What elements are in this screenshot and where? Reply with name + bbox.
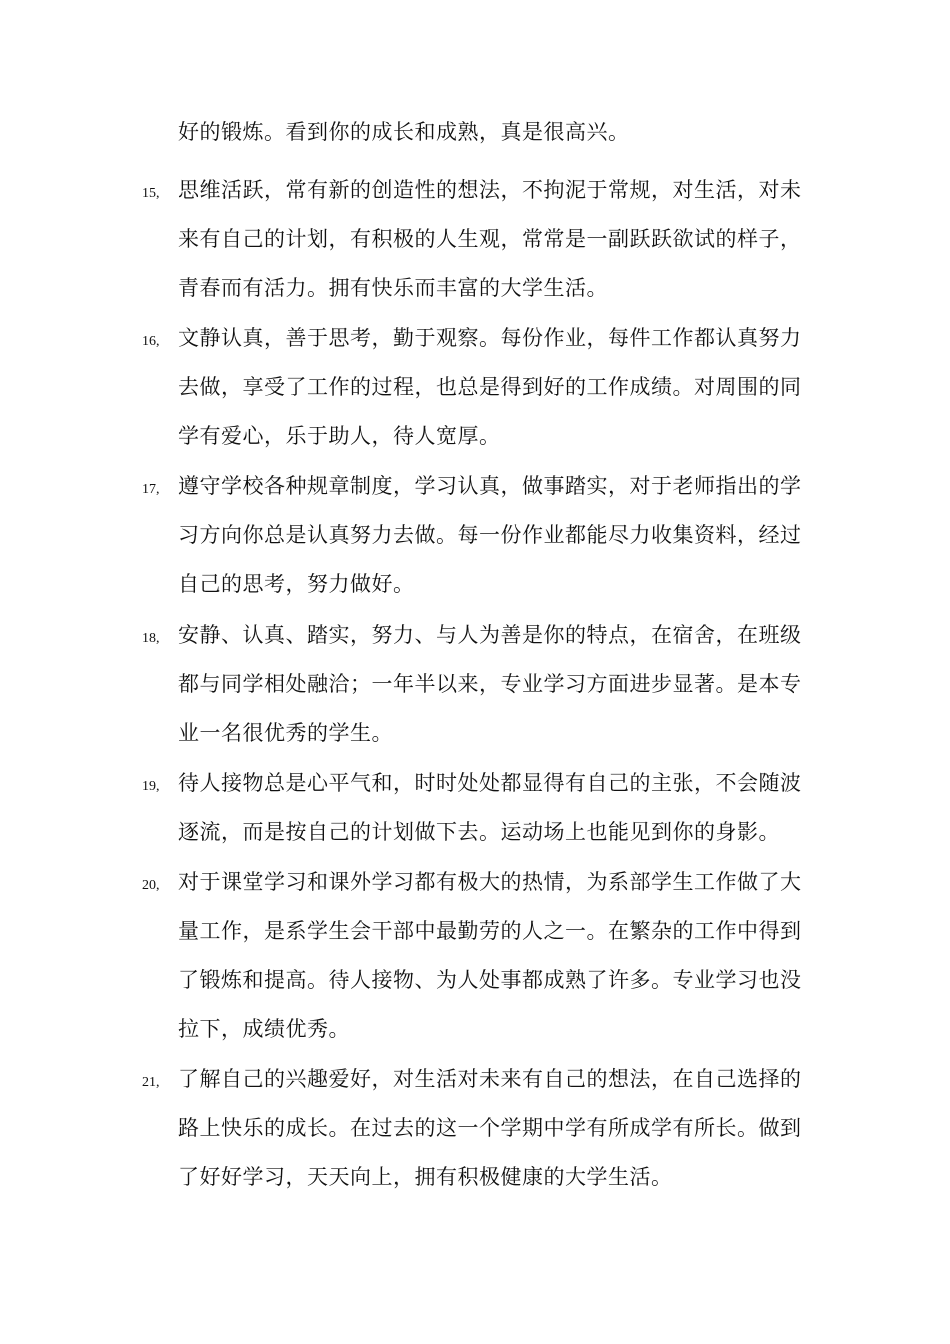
paragraph-line: 拉下，成绩优秀。 [178,1017,350,1041]
paragraph-line: 思维活跃，常有新的创造性的想法，不拘泥于常规，对生活，对未 [178,178,802,202]
paragraph-line: 逐流，而是按自己的计划做下去。运动场上也能见到你的身影。 [178,820,780,844]
item-number: 15, [142,186,160,201]
paragraph-line: 对于课堂学习和课外学习都有极大的热情，为系部学生工作做了大 [178,870,802,894]
paragraph-line: 习方向你总是认真努力去做。每一份作业都能尽力收集资料，经过 [178,523,802,547]
paragraph-line: 安静、认真、踏实，努力、与人为善是你的特点，在宿舍，在班级 [178,623,802,647]
paragraph-line: 业一名很优秀的学生。 [178,721,393,745]
paragraph-line: 来有自己的计划，有积极的人生观，常常是一副跃跃欲试的样子， [178,227,802,251]
paragraph-line: 待人接物总是心平气和，时时处处都显得有自己的主张，不会随波 [178,771,802,795]
item-number: 16, [142,334,160,349]
paragraph-line: 了解自己的兴趣爱好，对生活对未来有自己的想法，在自己选择的 [178,1067,802,1091]
item-number: 18, [142,631,160,646]
paragraph-line: 去做，享受了工作的过程，也总是得到好的工作成绩。对周围的同 [178,375,802,399]
paragraph-line: 好的锻炼。看到你的成长和成熟，真是很高兴。 [178,120,630,144]
item-number: 17, [142,482,160,497]
paragraph-line: 了锻炼和提高。待人接物、为人处事都成熟了许多。专业学习也没 [178,968,802,992]
paragraph-line: 学有爱心，乐于助人，待人宽厚。 [178,424,501,448]
paragraph-line: 都与同学相处融洽；一年半以来，专业学习方面进步显著。是本专 [178,672,802,696]
item-number: 21, [142,1075,160,1090]
paragraph-line: 青春而有活力。拥有快乐而丰富的大学生活。 [178,276,608,300]
paragraph-line: 了好好学习，天天向上，拥有积极健康的大学生活。 [178,1165,673,1189]
paragraph-line: 自己的思考，努力做好。 [178,572,415,596]
paragraph-line: 量工作，是系学生会干部中最勤劳的人之一。在繁杂的工作中得到 [178,919,802,943]
item-number: 19, [142,779,160,794]
paragraph-line: 路上快乐的成长。在过去的这一个学期中学有所成学有所长。做到 [178,1116,802,1140]
paragraph-line: 文静认真，善于思考，勤于观察。每份作业，每件工作都认真努力 [178,326,802,350]
item-number: 20, [142,878,160,893]
paragraph-line: 遵守学校各种规章制度，学习认真，做事踏实，对于老师指出的学 [178,474,802,498]
